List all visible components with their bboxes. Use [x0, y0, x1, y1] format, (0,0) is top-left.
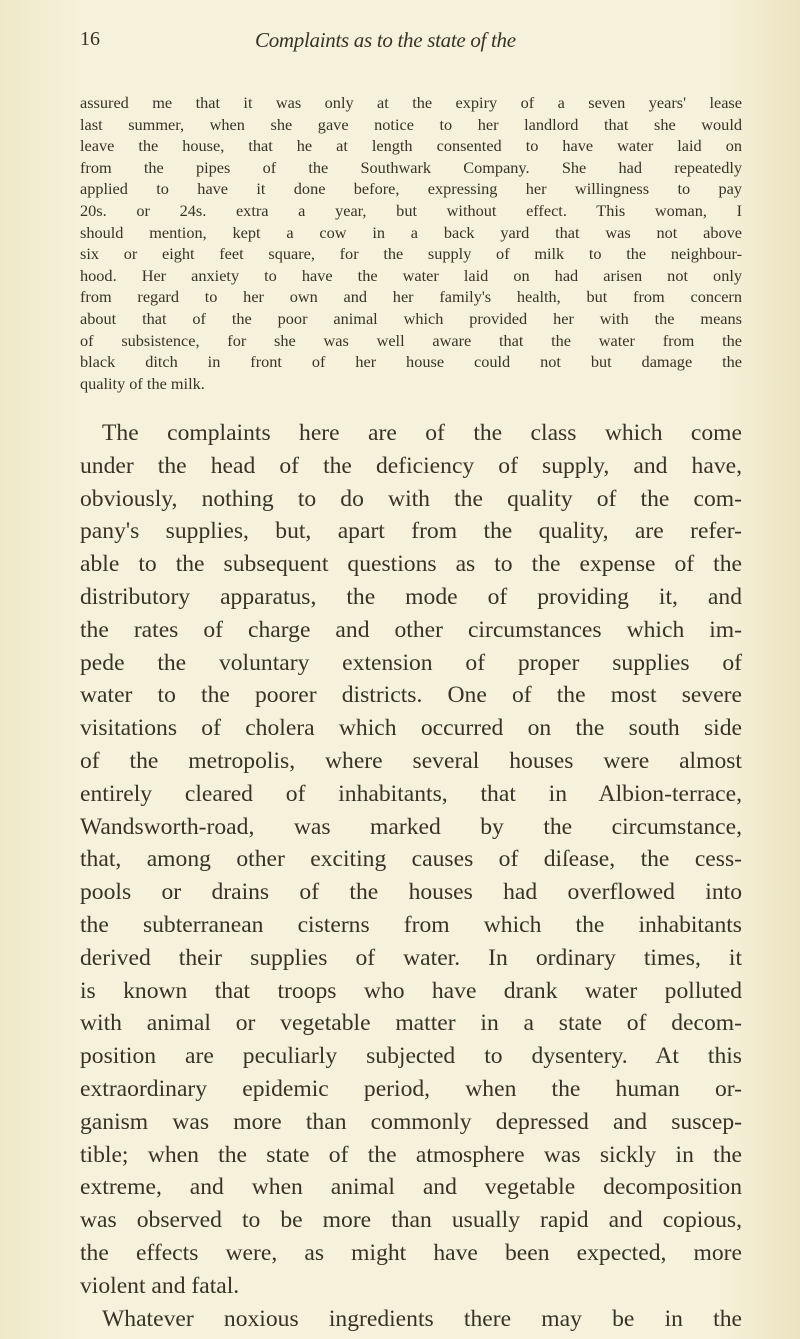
text-line: distributory apparatus, the mode of providing it, and [80, 583, 742, 610]
text-line: 20s. or 24s. extra a year, but without effect. This woman, I [80, 200, 742, 220]
text-line: position are peculiarly subjected to dysentery. At this [80, 1043, 742, 1070]
page-number: 16 [80, 28, 100, 50]
text-line: about that of the poor animal which provided her with the means [80, 308, 742, 328]
text-line: that, among other exciting causes of diſease, the cess- [80, 846, 742, 873]
text-line: tible; when the state of the atmosphere was sickly in the [80, 1141, 742, 1168]
text-line: pany's supplies, but, apart from the quality, are refer- [80, 518, 742, 545]
text-line: ganism was more than commonly depressed and suscep- [80, 1108, 742, 1135]
running-title: Complaints as to the state of the [255, 28, 516, 52]
text-line: with animal or vegetable matter in a state of decom- [80, 1010, 742, 1037]
page-header [80, 28, 740, 58]
text-line: pede the voluntary extension of proper supplies of [80, 649, 742, 676]
text-line: is known that troops who have drank water polluted [80, 977, 742, 1004]
text-line: applied to have it done before, expressing her willingness to pay [80, 179, 742, 199]
text-line: obviously, nothing to do with the quality of the com- [80, 485, 742, 512]
text-line: the effects were, as might have been expected, more [80, 1239, 742, 1266]
text-line: black ditch in front of her house could not but damage the [80, 352, 742, 372]
text-line: of the metropolis, where several houses were almost [80, 747, 742, 774]
text-line: from the pipes of the Southwark Company. She had repeatedly [80, 157, 742, 177]
text-line: six or eight feet square, for the supply of milk to the neighbour- [80, 244, 742, 264]
text-line: visitations of cholera which occurred on the south side [80, 715, 742, 742]
text-line: water to the poorer districts. One of the most severe [80, 682, 742, 709]
text-line: Wandsworth-road, was marked by the circumstance, [80, 813, 742, 840]
text-line: the rates of charge and other circumstances which im- [80, 616, 742, 643]
text-line: able to the subsequent questions as to the expense of the [80, 551, 742, 578]
text-line: leave the house, that he at length consented to have water laid on [80, 136, 742, 156]
text-line: pools or drains of the houses had overflowed into [80, 879, 742, 906]
text-line: extreme, and when animal and vegetable decomposition [80, 1174, 742, 1201]
text-line: assured me that it was only at the expiry of a seven years' lease [80, 93, 742, 112]
text-line: hood. Her anxiety to have the water laid on had arisen not only [80, 265, 742, 285]
text-line: quality of the milk. [80, 373, 205, 393]
text-line: the subterranean cisterns from which the inhabitants [80, 911, 742, 938]
text-line: entirely cleared of inhabitants, that in Albion-terrace, [80, 780, 742, 807]
paragraph-small-print [80, 92, 742, 394]
text-line: violent and fatal. [80, 1272, 240, 1299]
text-line: should mention, kept a cow in a back yard that was not above [80, 222, 742, 242]
text-line: extraordinary epidemic period, when the human or- [80, 1075, 742, 1102]
text-line: was observed to be more than usually rapid and copious, [80, 1207, 742, 1234]
text-line: Whatever noxious ingredients there may be in the [102, 1305, 742, 1332]
text-line: The complaints here are of the class which come [102, 420, 742, 446]
text-line: from regard to her own and her family's health, but from concern [80, 287, 742, 307]
text-line: derived their supplies of water. In ordinary times, it [80, 944, 742, 971]
text-line: under the head of the deficiency of supply, and have, [80, 452, 742, 479]
text-line: last summer, when she gave notice to her landlord that she would [80, 114, 742, 134]
text-line: of subsistence, for she was well aware that the water from the [80, 330, 742, 350]
paragraph-main [80, 417, 742, 1335]
